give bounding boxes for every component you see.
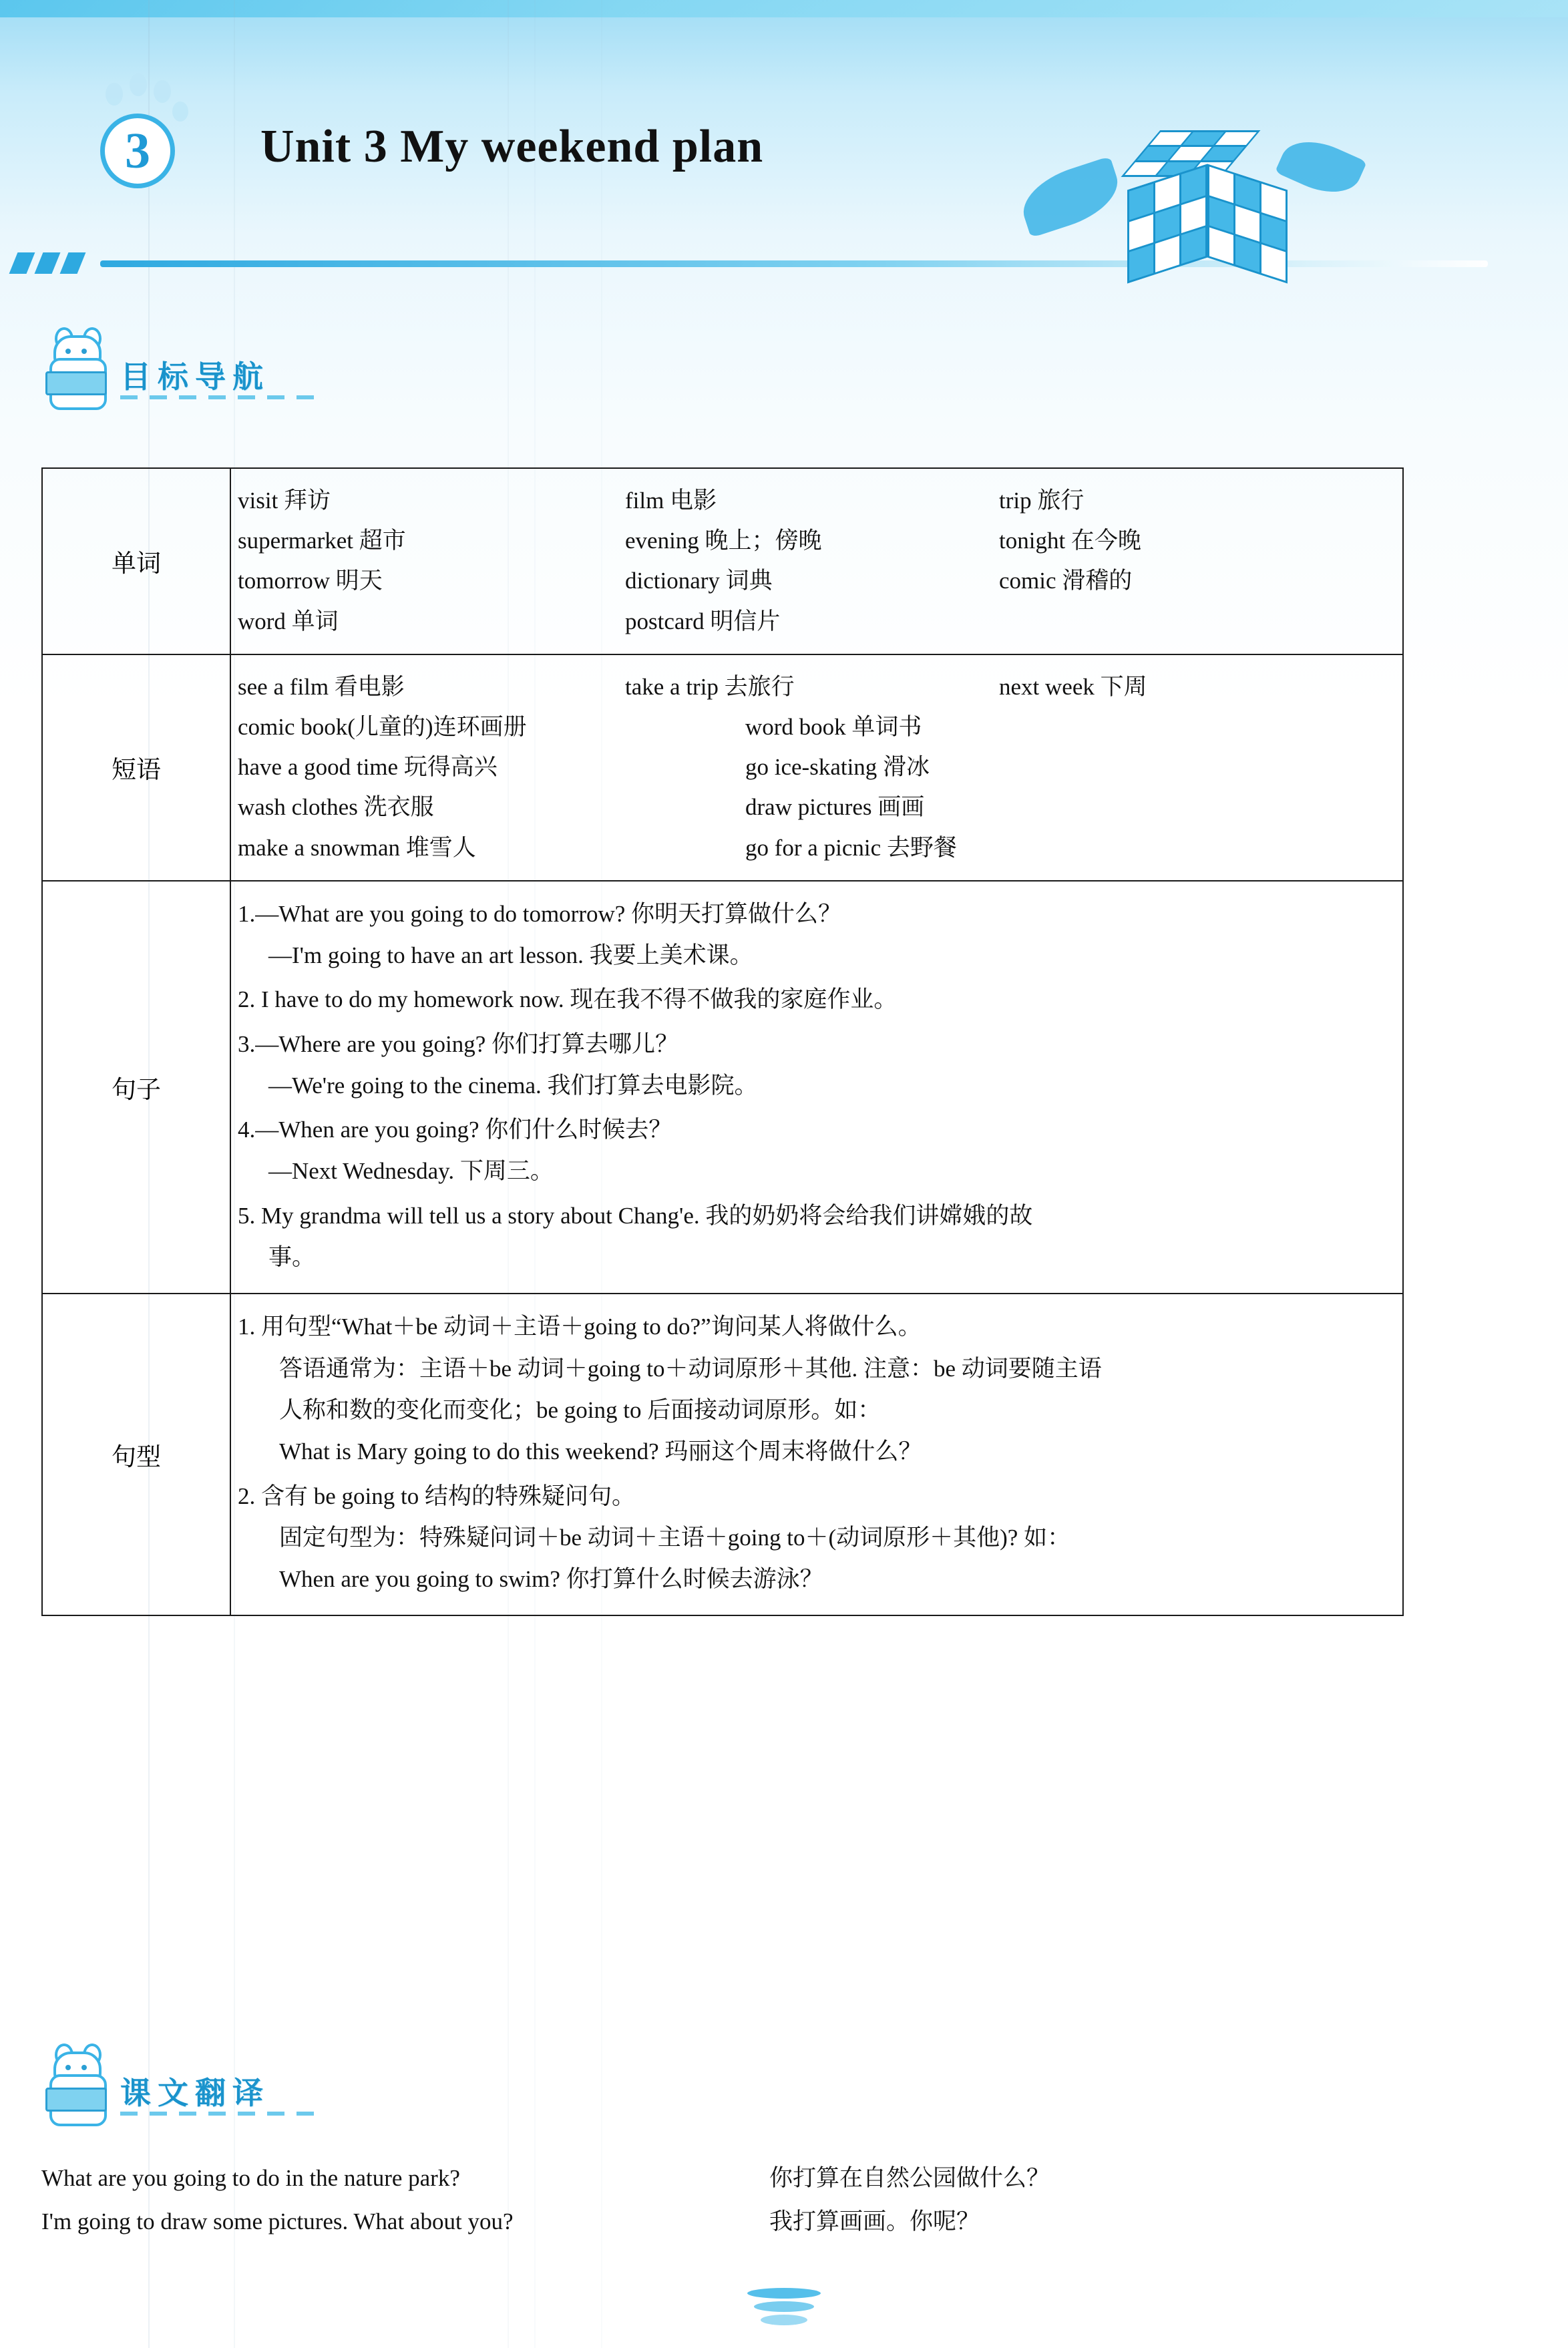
mascot-eye — [65, 349, 71, 354]
phrase-item: make a snowman 堆雪人 — [238, 834, 476, 861]
unit-number-badge — [100, 114, 180, 194]
phrase-item: comic book(儿童的)连环画册 — [238, 713, 527, 740]
section-title: 课文翻译 — [120, 2075, 270, 2111]
mascot-icon — [40, 2050, 114, 2130]
translation-chinese: 你打算在自然公园做什么？ — [769, 2165, 1050, 2191]
section-title: 目标导航 — [120, 359, 270, 395]
word-line — [238, 521, 1396, 561]
phrase-item: word book 单词书 — [745, 713, 922, 740]
translation-row — [41, 2200, 1528, 2244]
row-content-sentences — [230, 881, 1403, 1294]
phrase-line — [238, 787, 1396, 827]
word-item: evening 晚上；傍晚 — [625, 528, 822, 554]
word-item: dictionary 词典 — [625, 568, 773, 594]
rubik-cube-illustration — [1020, 124, 1368, 284]
row-label-sentences: 句子 — [42, 881, 230, 1294]
word-item: supermarket 超市 — [238, 528, 406, 554]
pattern-item — [238, 1306, 1396, 1473]
word-item: tomorrow 明天 — [238, 568, 383, 594]
unit-number: 3 — [100, 114, 175, 188]
paw-print-icon — [106, 83, 123, 106]
sentence-item — [238, 979, 1396, 1020]
mascot-book-icon — [45, 371, 107, 395]
table-row-phrases — [42, 654, 1403, 881]
pattern-sub: 答语通常为：主语＋be 动词＋going to＋动词原形＋其他. 注意：be 动词要随主语 — [279, 1355, 1102, 1382]
pattern-sub: 人称和数的变化而变化；be going to 后面接动词原形。如： — [279, 1396, 881, 1423]
cube-face-left — [1127, 164, 1207, 284]
paw-print-icon — [130, 73, 147, 96]
accent-bar — [35, 252, 61, 274]
accent-bar — [9, 252, 35, 274]
translation-body — [41, 2157, 1528, 2244]
row-content-patterns — [230, 1294, 1403, 1615]
translation-chinese: 我打算画画。你呢？ — [769, 2208, 980, 2234]
word-item: trip 旅行 — [999, 487, 1085, 514]
word-line — [238, 561, 1396, 601]
row-label-words: 单词 — [42, 468, 230, 654]
pattern-main: 1. 用句型“What＋be 动词＋主语＋going to do?”询问某人将做什么。 — [238, 1314, 922, 1340]
sentence-main: 5. My grandma will tell us a story about Chang'e. 我的奶奶将会给我们讲嫦娥的故 — [238, 1202, 1033, 1229]
sentence-sub: —I'm going to have an art lesson. 我要上美术课。 — [268, 942, 753, 968]
word-item — [999, 602, 1396, 642]
top-gradient-band — [0, 0, 1568, 17]
row-label-phrases: 短语 — [42, 654, 230, 881]
sentence-item — [238, 894, 1396, 977]
word-item: postcard 明信片 — [625, 608, 781, 634]
sentence-main: 1.—What are you going to do tomorrow? 你明天打算做什么？ — [238, 900, 842, 927]
phrase-item: see a film 看电影 — [238, 673, 405, 700]
phrase-line — [238, 707, 1396, 747]
phrase-item: next week 下周 — [999, 673, 1147, 700]
mascot-eye — [81, 349, 87, 354]
mascot-icon — [40, 334, 114, 414]
wing-decoration — [1014, 156, 1126, 238]
mascot-eye — [65, 2065, 71, 2070]
page-title: Unit 3 My weekend plan — [260, 121, 764, 172]
cube-face-right — [1207, 164, 1288, 284]
table-row-sentences — [42, 881, 1403, 1294]
phrase-item: wash clothes 洗衣服 — [238, 794, 434, 821]
word-item: word 单词 — [238, 608, 339, 634]
phrase-line — [238, 747, 1396, 787]
pattern-sub: 固定句型为：特殊疑问词＋be 动词＋主语＋going to＋(动词原形＋其他)? 如： — [279, 1524, 1071, 1551]
sentence-main: 2. I have to do my homework now. 现在我不得不做我的家庭作业。 — [238, 986, 898, 1013]
paw-print-icon — [172, 102, 188, 122]
word-line — [238, 481, 1396, 521]
sentence-sub: —Next Wednesday. 下周三。 — [268, 1158, 554, 1185]
sentence-main: 3.—Where are you going? 你们打算去哪儿？ — [238, 1030, 678, 1057]
sentence-item — [238, 1195, 1396, 1279]
word-item: visit 拜访 — [238, 487, 331, 514]
wing-decoration — [1275, 130, 1367, 205]
translation-english: I'm going to draw some pictures. What about you? — [41, 2208, 514, 2234]
translation-row — [41, 2157, 1528, 2200]
word-item: tonight 在今晚 — [999, 528, 1141, 554]
section-underline — [120, 2112, 321, 2116]
mascot-eye — [81, 2065, 87, 2070]
row-content-words — [230, 468, 1403, 654]
word-item: film 电影 — [625, 487, 717, 514]
row-content-phrases — [230, 654, 1403, 881]
section-header-goal-nav — [40, 334, 508, 414]
phrase-item: go ice-skating 滑冰 — [745, 754, 930, 781]
phrase-item: take a trip 去旅行 — [625, 673, 795, 700]
mascot-book-icon — [45, 2088, 107, 2112]
sentence-sub: —We're going to the cinema. 我们打算去电影院。 — [268, 1072, 758, 1099]
sentence-sub: 事。 — [268, 1244, 316, 1271]
sentence-item — [238, 1024, 1396, 1107]
pattern-main: 2. 含有 be going to 结构的特殊疑问句。 — [238, 1483, 635, 1509]
section-underline — [120, 395, 321, 399]
row-label-patterns: 句型 — [42, 1294, 230, 1615]
paw-print-icon — [154, 80, 171, 103]
cube-icon — [1127, 130, 1281, 277]
phrase-line — [238, 828, 1396, 868]
phrase-line — [238, 667, 1396, 707]
footer-wave-decoration — [747, 2288, 821, 2328]
sentence-main: 4.—When are you going? 你们什么时候去？ — [238, 1117, 672, 1143]
content-table — [41, 467, 1404, 1616]
pattern-sub: What is Mary going to do this weekend? 玛丽这个周末将做什么？ — [279, 1438, 922, 1465]
translation-english: What are you going to do in the nature park? — [41, 2165, 460, 2191]
table-row-words — [42, 468, 1403, 654]
phrase-item: have a good time 玩得高兴 — [238, 754, 498, 781]
phrase-item: draw pictures 画画 — [745, 794, 925, 821]
section-header-text-translation — [40, 2050, 508, 2130]
unit-header — [0, 60, 1568, 214]
sentence-item — [238, 1109, 1396, 1193]
word-item: comic 滑稽的 — [999, 568, 1133, 594]
accent-bar — [60, 252, 86, 274]
pattern-item — [238, 1476, 1396, 1601]
table-row-patterns — [42, 1294, 1403, 1615]
header-accent-bars — [13, 252, 100, 274]
phrase-item: go for a picnic 去野餐 — [745, 834, 957, 861]
pattern-sub: When are you going to swim? 你打算什么时候去游泳？ — [279, 1566, 823, 1593]
word-line — [238, 602, 1396, 642]
